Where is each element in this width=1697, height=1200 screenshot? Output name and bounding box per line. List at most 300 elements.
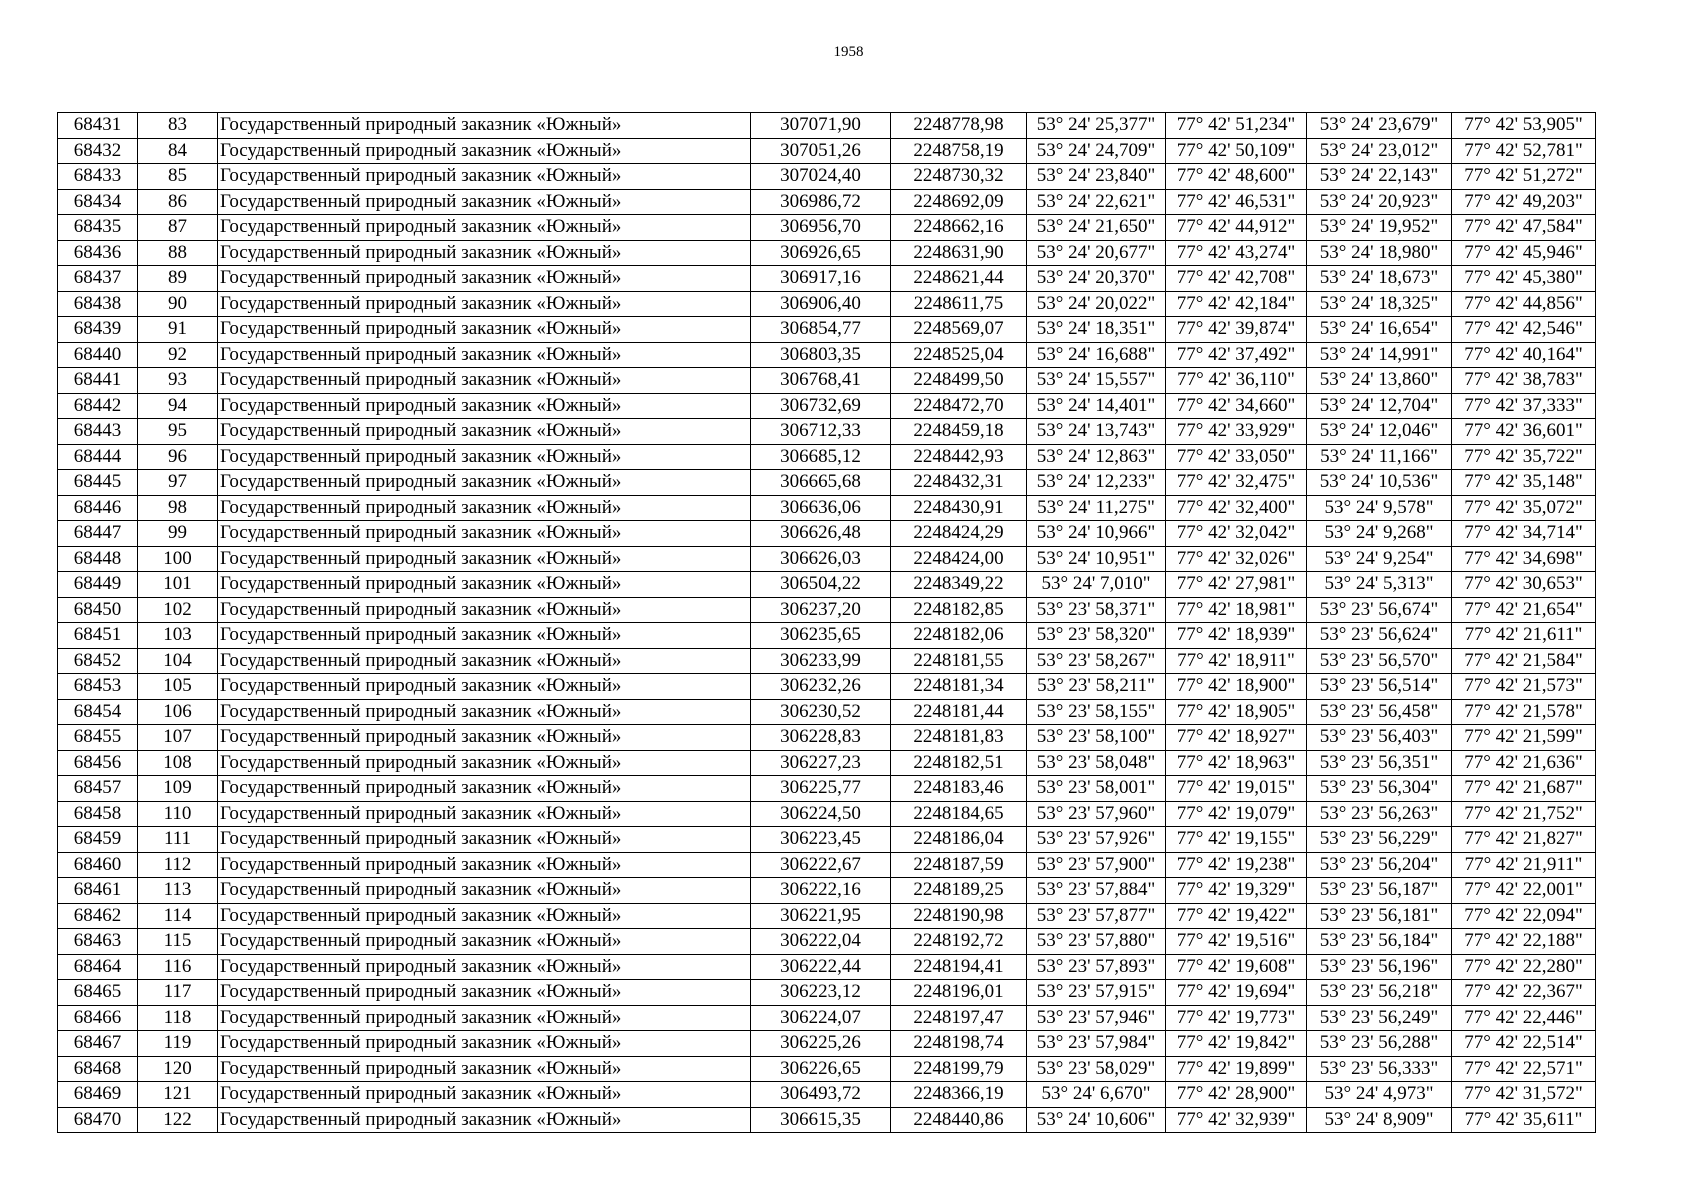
cell-record-id: 68437 bbox=[58, 266, 138, 292]
cell-record-id: 68431 bbox=[58, 113, 138, 139]
cell-x-coordinate: 306222,44 bbox=[751, 954, 891, 980]
cell-longitude-2: 77° 42' 35,148" bbox=[1452, 470, 1596, 496]
cell-latitude-1: 53° 24' 23,840" bbox=[1027, 164, 1166, 190]
cell-latitude-2: 53° 23' 56,187" bbox=[1307, 878, 1452, 904]
cell-longitude-2: 77° 42' 34,698" bbox=[1452, 546, 1596, 572]
table-row bbox=[58, 215, 1596, 241]
cell-longitude-1: 77° 42' 32,475" bbox=[1166, 470, 1307, 496]
cell-territory-name: Государственный природный заказник «Южный» bbox=[218, 546, 751, 572]
cell-territory-name: Государственный природный заказник «Южный» bbox=[218, 903, 751, 929]
cell-latitude-2: 53° 24' 20,923" bbox=[1307, 189, 1452, 215]
cell-longitude-1: 77° 42' 19,329" bbox=[1166, 878, 1307, 904]
cell-latitude-2: 53° 24' 9,268" bbox=[1307, 521, 1452, 547]
cell-latitude-1: 53° 24' 20,370" bbox=[1027, 266, 1166, 292]
cell-x-coordinate: 306225,77 bbox=[751, 776, 891, 802]
cell-x-coordinate: 306233,99 bbox=[751, 648, 891, 674]
cell-latitude-1: 53° 24' 18,351" bbox=[1027, 317, 1166, 343]
cell-latitude-2: 53° 24' 23,012" bbox=[1307, 138, 1452, 164]
cell-y-coordinate: 2248186,04 bbox=[891, 827, 1027, 853]
cell-x-coordinate: 306493,72 bbox=[751, 1082, 891, 1108]
cell-x-coordinate: 306224,50 bbox=[751, 801, 891, 827]
cell-longitude-2: 77° 42' 34,714" bbox=[1452, 521, 1596, 547]
cell-latitude-1: 53° 23' 57,915" bbox=[1027, 980, 1166, 1006]
cell-record-id: 68467 bbox=[58, 1031, 138, 1057]
cell-latitude-2: 53° 24' 8,909" bbox=[1307, 1107, 1452, 1133]
cell-latitude-2: 53° 24' 18,325" bbox=[1307, 291, 1452, 317]
cell-y-coordinate: 2248190,98 bbox=[891, 903, 1027, 929]
cell-x-coordinate: 307051,26 bbox=[751, 138, 891, 164]
cell-point-number: 99 bbox=[138, 521, 218, 547]
cell-record-id: 68462 bbox=[58, 903, 138, 929]
cell-x-coordinate: 306223,12 bbox=[751, 980, 891, 1006]
cell-y-coordinate: 2248758,19 bbox=[891, 138, 1027, 164]
cell-territory-name: Государственный природный заказник «Южный» bbox=[218, 164, 751, 190]
cell-latitude-2: 53° 24' 10,536" bbox=[1307, 470, 1452, 496]
cell-latitude-1: 53° 23' 58,320" bbox=[1027, 623, 1166, 649]
cell-longitude-2: 77° 42' 21,578" bbox=[1452, 699, 1596, 725]
table-row bbox=[58, 878, 1596, 904]
table-row bbox=[58, 648, 1596, 674]
cell-point-number: 85 bbox=[138, 164, 218, 190]
table-row bbox=[58, 572, 1596, 598]
cell-territory-name: Государственный природный заказник «Южный» bbox=[218, 1031, 751, 1057]
cell-y-coordinate: 2248182,51 bbox=[891, 750, 1027, 776]
cell-record-id: 68442 bbox=[58, 393, 138, 419]
cell-point-number: 110 bbox=[138, 801, 218, 827]
cell-x-coordinate: 306803,35 bbox=[751, 342, 891, 368]
table-row bbox=[58, 725, 1596, 751]
cell-point-number: 104 bbox=[138, 648, 218, 674]
cell-y-coordinate: 2248194,41 bbox=[891, 954, 1027, 980]
cell-y-coordinate: 2248181,55 bbox=[891, 648, 1027, 674]
cell-territory-name: Государственный природный заказник «Южный» bbox=[218, 189, 751, 215]
cell-longitude-2: 77° 42' 21,636" bbox=[1452, 750, 1596, 776]
cell-x-coordinate: 306237,20 bbox=[751, 597, 891, 623]
cell-latitude-1: 53° 23' 57,884" bbox=[1027, 878, 1166, 904]
table-row bbox=[58, 597, 1596, 623]
cell-territory-name: Государственный природный заказник «Южный» bbox=[218, 444, 751, 470]
cell-point-number: 113 bbox=[138, 878, 218, 904]
cell-x-coordinate: 306504,22 bbox=[751, 572, 891, 598]
cell-latitude-2: 53° 23' 56,288" bbox=[1307, 1031, 1452, 1057]
cell-record-id: 68444 bbox=[58, 444, 138, 470]
cell-y-coordinate: 2248189,25 bbox=[891, 878, 1027, 904]
cell-latitude-2: 53° 24' 18,673" bbox=[1307, 266, 1452, 292]
table-row bbox=[58, 980, 1596, 1006]
cell-latitude-1: 53° 23' 57,877" bbox=[1027, 903, 1166, 929]
cell-y-coordinate: 2248187,59 bbox=[891, 852, 1027, 878]
cell-x-coordinate: 306222,67 bbox=[751, 852, 891, 878]
cell-latitude-2: 53° 23' 56,624" bbox=[1307, 623, 1452, 649]
cell-longitude-1: 77° 42' 33,929" bbox=[1166, 419, 1307, 445]
cell-longitude-1: 77° 42' 19,608" bbox=[1166, 954, 1307, 980]
cell-point-number: 122 bbox=[138, 1107, 218, 1133]
cell-latitude-1: 53° 24' 12,863" bbox=[1027, 444, 1166, 470]
cell-latitude-2: 53° 24' 5,313" bbox=[1307, 572, 1452, 598]
table-row bbox=[58, 801, 1596, 827]
cell-y-coordinate: 2248182,06 bbox=[891, 623, 1027, 649]
cell-point-number: 105 bbox=[138, 674, 218, 700]
cell-longitude-1: 77° 42' 36,110" bbox=[1166, 368, 1307, 394]
cell-latitude-1: 53° 24' 24,709" bbox=[1027, 138, 1166, 164]
cell-latitude-1: 53° 23' 58,048" bbox=[1027, 750, 1166, 776]
cell-territory-name: Государственный природный заказник «Южный» bbox=[218, 266, 751, 292]
cell-y-coordinate: 2248472,70 bbox=[891, 393, 1027, 419]
cell-latitude-1: 53° 24' 20,677" bbox=[1027, 240, 1166, 266]
cell-x-coordinate: 306235,65 bbox=[751, 623, 891, 649]
cell-y-coordinate: 2248730,32 bbox=[891, 164, 1027, 190]
cell-record-id: 68468 bbox=[58, 1056, 138, 1082]
cell-point-number: 96 bbox=[138, 444, 218, 470]
cell-x-coordinate: 306222,16 bbox=[751, 878, 891, 904]
cell-latitude-1: 53° 24' 15,557" bbox=[1027, 368, 1166, 394]
cell-longitude-2: 77° 42' 47,584" bbox=[1452, 215, 1596, 241]
table-row bbox=[58, 1082, 1596, 1108]
cell-point-number: 107 bbox=[138, 725, 218, 751]
cell-longitude-2: 77° 42' 31,572" bbox=[1452, 1082, 1596, 1108]
cell-longitude-2: 77° 42' 36,601" bbox=[1452, 419, 1596, 445]
cell-territory-name: Государственный природный заказник «Южный» bbox=[218, 801, 751, 827]
table-row bbox=[58, 827, 1596, 853]
cell-territory-name: Государственный природный заказник «Южный» bbox=[218, 138, 751, 164]
cell-point-number: 100 bbox=[138, 546, 218, 572]
cell-longitude-1: 77° 42' 46,531" bbox=[1166, 189, 1307, 215]
coordinates-table bbox=[57, 112, 1596, 1133]
cell-territory-name: Государственный природный заказник «Южный» bbox=[218, 419, 751, 445]
cell-record-id: 68448 bbox=[58, 546, 138, 572]
cell-longitude-2: 77° 42' 42,546" bbox=[1452, 317, 1596, 343]
cell-longitude-2: 77° 42' 49,203" bbox=[1452, 189, 1596, 215]
cell-y-coordinate: 2248183,46 bbox=[891, 776, 1027, 802]
cell-latitude-1: 53° 24' 11,275" bbox=[1027, 495, 1166, 521]
table-row bbox=[58, 240, 1596, 266]
cell-latitude-1: 53° 23' 58,029" bbox=[1027, 1056, 1166, 1082]
table-row bbox=[58, 546, 1596, 572]
table-row bbox=[58, 164, 1596, 190]
cell-record-id: 68450 bbox=[58, 597, 138, 623]
cell-latitude-2: 53° 23' 56,196" bbox=[1307, 954, 1452, 980]
cell-x-coordinate: 306223,45 bbox=[751, 827, 891, 853]
cell-latitude-1: 53° 23' 58,001" bbox=[1027, 776, 1166, 802]
cell-latitude-1: 53° 24' 25,377" bbox=[1027, 113, 1166, 139]
cell-point-number: 90 bbox=[138, 291, 218, 317]
table-row bbox=[58, 470, 1596, 496]
cell-longitude-1: 77° 42' 18,963" bbox=[1166, 750, 1307, 776]
cell-latitude-1: 53° 24' 6,670" bbox=[1027, 1082, 1166, 1108]
cell-y-coordinate: 2248196,01 bbox=[891, 980, 1027, 1006]
cell-territory-name: Государственный природный заказник «Южный» bbox=[218, 954, 751, 980]
cell-longitude-2: 77° 42' 22,280" bbox=[1452, 954, 1596, 980]
cell-longitude-2: 77° 42' 30,653" bbox=[1452, 572, 1596, 598]
cell-latitude-2: 53° 23' 56,263" bbox=[1307, 801, 1452, 827]
table-row bbox=[58, 189, 1596, 215]
cell-latitude-2: 53° 24' 12,046" bbox=[1307, 419, 1452, 445]
cell-x-coordinate: 306926,65 bbox=[751, 240, 891, 266]
cell-record-id: 68465 bbox=[58, 980, 138, 1006]
cell-latitude-1: 53° 24' 13,743" bbox=[1027, 419, 1166, 445]
cell-point-number: 92 bbox=[138, 342, 218, 368]
cell-point-number: 84 bbox=[138, 138, 218, 164]
table-row bbox=[58, 138, 1596, 164]
cell-record-id: 68438 bbox=[58, 291, 138, 317]
cell-record-id: 68443 bbox=[58, 419, 138, 445]
cell-territory-name: Государственный природный заказник «Южный» bbox=[218, 521, 751, 547]
cell-point-number: 97 bbox=[138, 470, 218, 496]
cell-latitude-1: 53° 24' 20,022" bbox=[1027, 291, 1166, 317]
cell-latitude-1: 53° 23' 57,900" bbox=[1027, 852, 1166, 878]
cell-point-number: 86 bbox=[138, 189, 218, 215]
cell-longitude-1: 77° 42' 27,981" bbox=[1166, 572, 1307, 598]
cell-longitude-2: 77° 42' 21,599" bbox=[1452, 725, 1596, 751]
cell-point-number: 83 bbox=[138, 113, 218, 139]
cell-y-coordinate: 2248182,85 bbox=[891, 597, 1027, 623]
cell-x-coordinate: 307024,40 bbox=[751, 164, 891, 190]
cell-y-coordinate: 2248621,44 bbox=[891, 266, 1027, 292]
cell-y-coordinate: 2248192,72 bbox=[891, 929, 1027, 955]
cell-territory-name: Государственный природный заказник «Южный» bbox=[218, 699, 751, 725]
cell-x-coordinate: 306221,95 bbox=[751, 903, 891, 929]
cell-longitude-1: 77° 42' 33,050" bbox=[1166, 444, 1307, 470]
cell-latitude-2: 53° 23' 56,249" bbox=[1307, 1005, 1452, 1031]
cell-longitude-2: 77° 42' 22,001" bbox=[1452, 878, 1596, 904]
cell-territory-name: Государственный природный заказник «Южный» bbox=[218, 852, 751, 878]
cell-latitude-2: 53° 23' 56,403" bbox=[1307, 725, 1452, 751]
cell-latitude-1: 53° 24' 7,010" bbox=[1027, 572, 1166, 598]
cell-x-coordinate: 306227,23 bbox=[751, 750, 891, 776]
cell-longitude-1: 77° 42' 48,600" bbox=[1166, 164, 1307, 190]
cell-longitude-2: 77° 42' 52,781" bbox=[1452, 138, 1596, 164]
cell-territory-name: Государственный природный заказник «Южный» bbox=[218, 827, 751, 853]
cell-latitude-2: 53° 23' 56,351" bbox=[1307, 750, 1452, 776]
cell-record-id: 68470 bbox=[58, 1107, 138, 1133]
cell-territory-name: Государственный природный заказник «Южный» bbox=[218, 470, 751, 496]
cell-record-id: 68434 bbox=[58, 189, 138, 215]
cell-territory-name: Государственный природный заказник «Южный» bbox=[218, 1082, 751, 1108]
cell-point-number: 118 bbox=[138, 1005, 218, 1031]
cell-territory-name: Государственный природный заказник «Южный» bbox=[218, 1107, 751, 1133]
cell-latitude-2: 53° 24' 23,679" bbox=[1307, 113, 1452, 139]
cell-longitude-2: 77° 42' 21,687" bbox=[1452, 776, 1596, 802]
cell-record-id: 68453 bbox=[58, 674, 138, 700]
cell-longitude-1: 77° 42' 32,026" bbox=[1166, 546, 1307, 572]
cell-record-id: 68452 bbox=[58, 648, 138, 674]
page-number: 1958 bbox=[833, 44, 864, 60]
cell-x-coordinate: 306232,26 bbox=[751, 674, 891, 700]
cell-longitude-1: 77° 42' 42,708" bbox=[1166, 266, 1307, 292]
table-row bbox=[58, 317, 1596, 343]
cell-y-coordinate: 2248349,22 bbox=[891, 572, 1027, 598]
cell-latitude-2: 53° 24' 19,952" bbox=[1307, 215, 1452, 241]
cell-territory-name: Государственный природный заказник «Южный» bbox=[218, 929, 751, 955]
cell-longitude-1: 77° 42' 19,694" bbox=[1166, 980, 1307, 1006]
cell-x-coordinate: 306626,03 bbox=[751, 546, 891, 572]
cell-latitude-1: 53° 23' 58,155" bbox=[1027, 699, 1166, 725]
cell-y-coordinate: 2248181,34 bbox=[891, 674, 1027, 700]
cell-record-id: 68432 bbox=[58, 138, 138, 164]
cell-latitude-1: 53° 24' 22,621" bbox=[1027, 189, 1166, 215]
cell-record-id: 68464 bbox=[58, 954, 138, 980]
cell-point-number: 93 bbox=[138, 368, 218, 394]
cell-latitude-1: 53° 23' 57,946" bbox=[1027, 1005, 1166, 1031]
cell-x-coordinate: 306615,35 bbox=[751, 1107, 891, 1133]
cell-point-number: 111 bbox=[138, 827, 218, 853]
table-row bbox=[58, 1031, 1596, 1057]
cell-longitude-1: 77° 42' 19,899" bbox=[1166, 1056, 1307, 1082]
cell-point-number: 103 bbox=[138, 623, 218, 649]
cell-y-coordinate: 2248692,09 bbox=[891, 189, 1027, 215]
cell-latitude-2: 53° 24' 18,980" bbox=[1307, 240, 1452, 266]
cell-point-number: 87 bbox=[138, 215, 218, 241]
table-row bbox=[58, 342, 1596, 368]
cell-latitude-2: 53° 24' 4,973" bbox=[1307, 1082, 1452, 1108]
cell-y-coordinate: 2248366,19 bbox=[891, 1082, 1027, 1108]
cell-longitude-2: 77° 42' 22,094" bbox=[1452, 903, 1596, 929]
cell-longitude-1: 77° 42' 44,912" bbox=[1166, 215, 1307, 241]
cell-longitude-1: 77° 42' 42,184" bbox=[1166, 291, 1307, 317]
cell-longitude-1: 77° 42' 18,911" bbox=[1166, 648, 1307, 674]
cell-territory-name: Государственный природный заказник «Южный» bbox=[218, 495, 751, 521]
cell-latitude-2: 53° 23' 56,514" bbox=[1307, 674, 1452, 700]
cell-y-coordinate: 2248424,00 bbox=[891, 546, 1027, 572]
cell-y-coordinate: 2248432,31 bbox=[891, 470, 1027, 496]
cell-longitude-1: 77° 42' 32,042" bbox=[1166, 521, 1307, 547]
cell-record-id: 68456 bbox=[58, 750, 138, 776]
table-row bbox=[58, 776, 1596, 802]
cell-territory-name: Государственный природный заказник «Южный» bbox=[218, 240, 751, 266]
cell-latitude-1: 53° 24' 10,966" bbox=[1027, 521, 1166, 547]
cell-x-coordinate: 306917,16 bbox=[751, 266, 891, 292]
cell-y-coordinate: 2248199,79 bbox=[891, 1056, 1027, 1082]
cell-y-coordinate: 2248499,50 bbox=[891, 368, 1027, 394]
cell-territory-name: Государственный природный заказник «Южный» bbox=[218, 1005, 751, 1031]
cell-point-number: 112 bbox=[138, 852, 218, 878]
cell-latitude-1: 53° 24' 12,233" bbox=[1027, 470, 1166, 496]
cell-territory-name: Государственный природный заказник «Южный» bbox=[218, 878, 751, 904]
cell-longitude-1: 77° 42' 18,927" bbox=[1166, 725, 1307, 751]
table-row bbox=[58, 852, 1596, 878]
cell-latitude-2: 53° 23' 56,218" bbox=[1307, 980, 1452, 1006]
cell-x-coordinate: 306225,26 bbox=[751, 1031, 891, 1057]
cell-longitude-2: 77° 42' 45,946" bbox=[1452, 240, 1596, 266]
cell-point-number: 116 bbox=[138, 954, 218, 980]
cell-latitude-1: 53° 24' 14,401" bbox=[1027, 393, 1166, 419]
cell-longitude-2: 77° 42' 37,333" bbox=[1452, 393, 1596, 419]
cell-x-coordinate: 306854,77 bbox=[751, 317, 891, 343]
cell-record-id: 68436 bbox=[58, 240, 138, 266]
cell-latitude-1: 53° 23' 57,893" bbox=[1027, 954, 1166, 980]
cell-longitude-1: 77° 42' 19,422" bbox=[1166, 903, 1307, 929]
cell-record-id: 68461 bbox=[58, 878, 138, 904]
table-row bbox=[58, 623, 1596, 649]
cell-longitude-2: 77° 42' 21,827" bbox=[1452, 827, 1596, 853]
cell-longitude-1: 77° 42' 34,660" bbox=[1166, 393, 1307, 419]
cell-latitude-2: 53° 23' 56,674" bbox=[1307, 597, 1452, 623]
cell-latitude-2: 53° 24' 13,860" bbox=[1307, 368, 1452, 394]
cell-point-number: 115 bbox=[138, 929, 218, 955]
cell-y-coordinate: 2248459,18 bbox=[891, 419, 1027, 445]
cell-latitude-2: 53° 23' 56,570" bbox=[1307, 648, 1452, 674]
cell-latitude-1: 53° 24' 10,951" bbox=[1027, 546, 1166, 572]
cell-longitude-2: 77° 42' 21,654" bbox=[1452, 597, 1596, 623]
cell-latitude-2: 53° 23' 56,304" bbox=[1307, 776, 1452, 802]
cell-record-id: 68449 bbox=[58, 572, 138, 598]
cell-point-number: 106 bbox=[138, 699, 218, 725]
cell-x-coordinate: 306636,06 bbox=[751, 495, 891, 521]
cell-record-id: 68446 bbox=[58, 495, 138, 521]
cell-longitude-2: 77° 42' 21,752" bbox=[1452, 801, 1596, 827]
cell-longitude-2: 77° 42' 21,584" bbox=[1452, 648, 1596, 674]
cell-latitude-2: 53° 24' 22,143" bbox=[1307, 164, 1452, 190]
cell-record-id: 68433 bbox=[58, 164, 138, 190]
table-body bbox=[58, 113, 1596, 1133]
cell-y-coordinate: 2248197,47 bbox=[891, 1005, 1027, 1031]
cell-y-coordinate: 2248424,29 bbox=[891, 521, 1027, 547]
cell-territory-name: Государственный природный заказник «Южный» bbox=[218, 725, 751, 751]
cell-latitude-2: 53° 24' 12,704" bbox=[1307, 393, 1452, 419]
cell-x-coordinate: 306228,83 bbox=[751, 725, 891, 751]
cell-longitude-2: 77° 42' 38,783" bbox=[1452, 368, 1596, 394]
cell-point-number: 88 bbox=[138, 240, 218, 266]
cell-longitude-1: 77° 42' 19,773" bbox=[1166, 1005, 1307, 1031]
cell-latitude-1: 53° 23' 58,371" bbox=[1027, 597, 1166, 623]
cell-record-id: 68440 bbox=[58, 342, 138, 368]
cell-longitude-2: 77° 42' 22,446" bbox=[1452, 1005, 1596, 1031]
cell-territory-name: Государственный природный заказник «Южный» bbox=[218, 674, 751, 700]
cell-latitude-2: 53° 23' 56,181" bbox=[1307, 903, 1452, 929]
cell-point-number: 101 bbox=[138, 572, 218, 598]
cell-territory-name: Государственный природный заказник «Южный» bbox=[218, 368, 751, 394]
cell-y-coordinate: 2248569,07 bbox=[891, 317, 1027, 343]
cell-x-coordinate: 306732,69 bbox=[751, 393, 891, 419]
cell-longitude-2: 77° 42' 21,911" bbox=[1452, 852, 1596, 878]
cell-longitude-1: 77° 42' 19,516" bbox=[1166, 929, 1307, 955]
cell-latitude-1: 53° 23' 57,926" bbox=[1027, 827, 1166, 853]
cell-y-coordinate: 2248430,91 bbox=[891, 495, 1027, 521]
cell-longitude-2: 77° 42' 35,072" bbox=[1452, 495, 1596, 521]
cell-x-coordinate: 306712,33 bbox=[751, 419, 891, 445]
cell-point-number: 91 bbox=[138, 317, 218, 343]
table-row bbox=[58, 674, 1596, 700]
cell-territory-name: Государственный природный заказник «Южный» bbox=[218, 342, 751, 368]
cell-x-coordinate: 306685,12 bbox=[751, 444, 891, 470]
cell-x-coordinate: 306956,70 bbox=[751, 215, 891, 241]
cell-record-id: 68469 bbox=[58, 1082, 138, 1108]
cell-x-coordinate: 306986,72 bbox=[751, 189, 891, 215]
cell-y-coordinate: 2248611,75 bbox=[891, 291, 1027, 317]
cell-record-id: 68451 bbox=[58, 623, 138, 649]
cell-point-number: 102 bbox=[138, 597, 218, 623]
cell-longitude-1: 77° 42' 19,015" bbox=[1166, 776, 1307, 802]
cell-latitude-2: 53° 23' 56,458" bbox=[1307, 699, 1452, 725]
cell-x-coordinate: 306222,04 bbox=[751, 929, 891, 955]
cell-y-coordinate: 2248631,90 bbox=[891, 240, 1027, 266]
cell-territory-name: Государственный природный заказник «Южный» bbox=[218, 1056, 751, 1082]
table-row bbox=[58, 113, 1596, 139]
cell-record-id: 68454 bbox=[58, 699, 138, 725]
cell-longitude-1: 77° 42' 50,109" bbox=[1166, 138, 1307, 164]
cell-longitude-1: 77° 42' 18,939" bbox=[1166, 623, 1307, 649]
cell-point-number: 121 bbox=[138, 1082, 218, 1108]
cell-point-number: 89 bbox=[138, 266, 218, 292]
cell-longitude-1: 77° 42' 18,905" bbox=[1166, 699, 1307, 725]
cell-longitude-2: 77° 42' 44,856" bbox=[1452, 291, 1596, 317]
table-row bbox=[58, 393, 1596, 419]
cell-latitude-2: 53° 24' 9,254" bbox=[1307, 546, 1452, 572]
cell-record-id: 68439 bbox=[58, 317, 138, 343]
cell-territory-name: Государственный природный заказник «Южный» bbox=[218, 623, 751, 649]
cell-y-coordinate: 2248181,83 bbox=[891, 725, 1027, 751]
cell-record-id: 68447 bbox=[58, 521, 138, 547]
